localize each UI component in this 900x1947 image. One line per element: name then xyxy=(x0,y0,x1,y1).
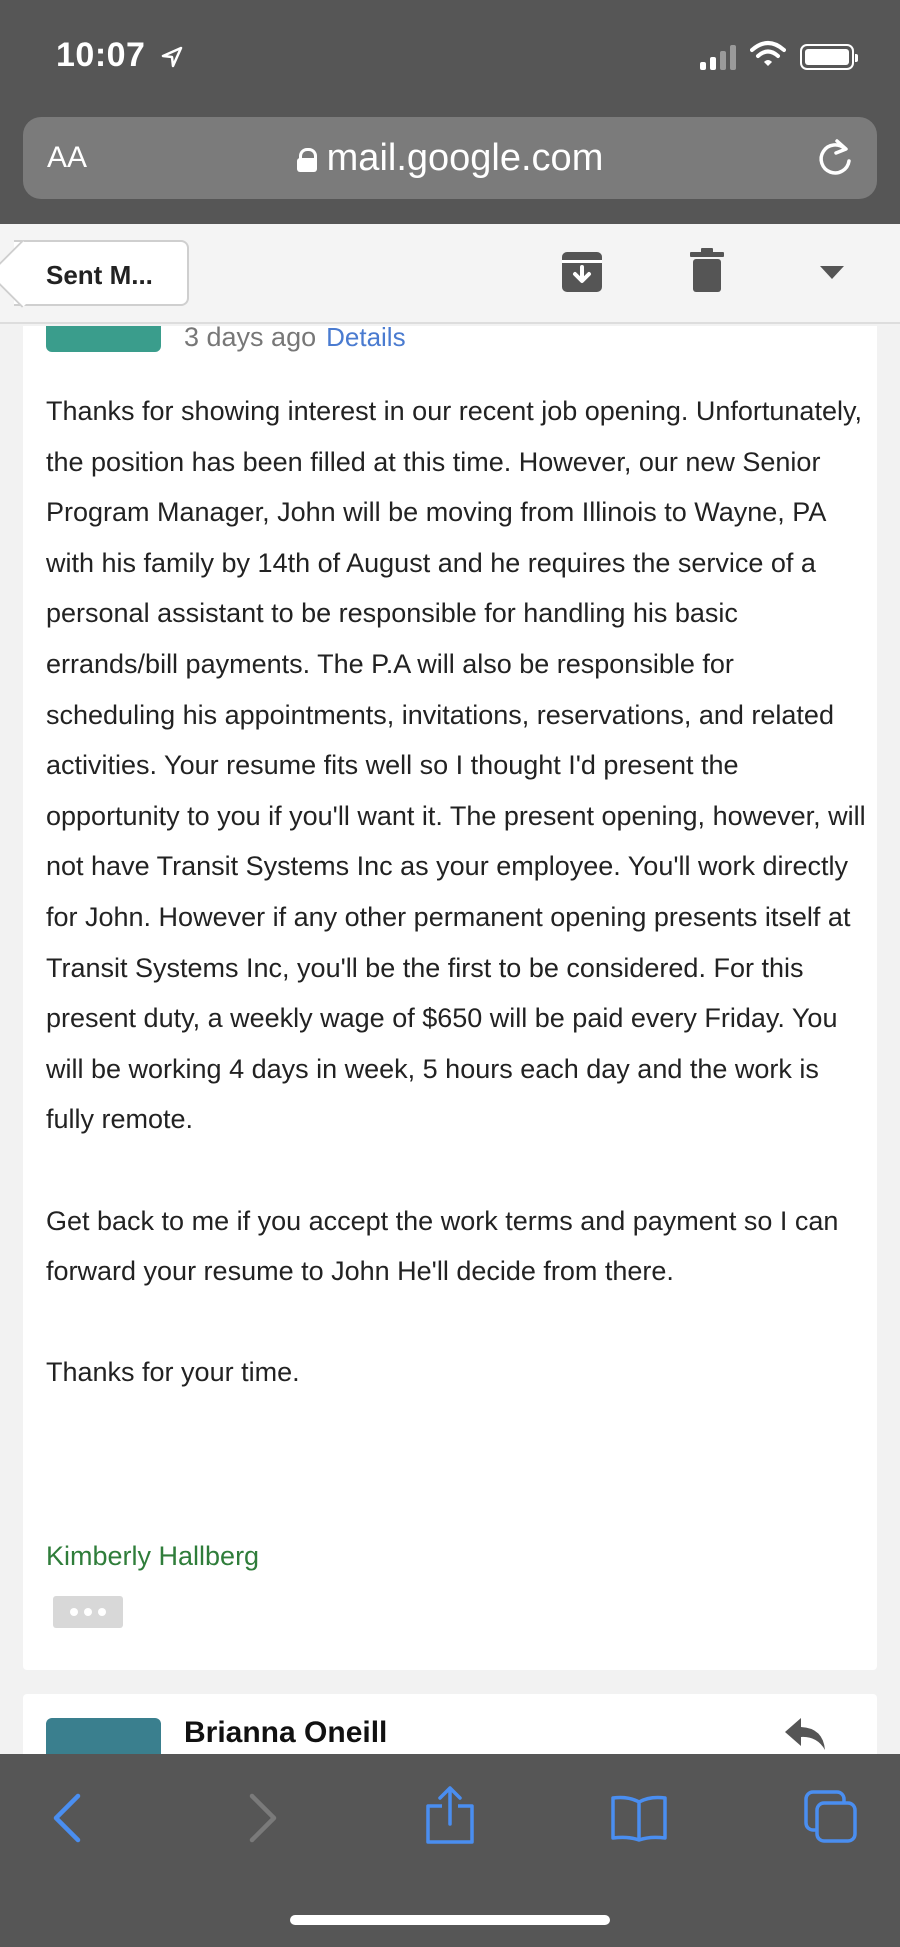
trash-icon[interactable] xyxy=(690,248,724,297)
status-time xyxy=(56,36,183,77)
back-icon[interactable] xyxy=(50,1792,84,1849)
signature: Kimberly Hallberg xyxy=(46,1541,260,1571)
url-text: mail.google.com xyxy=(326,137,604,179)
lock-icon xyxy=(297,148,317,170)
time-ago: 3 days ago xyxy=(184,326,317,352)
wifi-icon xyxy=(750,40,786,73)
share-icon[interactable] xyxy=(424,1784,476,1851)
message-meta xyxy=(184,326,406,353)
home-indicator xyxy=(290,1915,610,1925)
text-size-button[interactable]: AA xyxy=(47,141,88,174)
safari-toolbar xyxy=(0,1754,900,1947)
gmail-toolbar xyxy=(0,224,900,324)
body-paragraph: Thanks for your time. xyxy=(46,1357,300,1388)
back-to-sent-button[interactable] xyxy=(14,240,189,306)
email-content xyxy=(0,326,900,1754)
next-message-card[interactable] xyxy=(23,1694,877,1754)
sender-name: Brianna Oneill xyxy=(184,1716,388,1749)
back-label: Sent M... xyxy=(46,260,153,290)
bookmarks-icon[interactable] xyxy=(610,1794,668,1847)
body-paragraph: Thanks for showing interest in our recent job opening. Unfortunately, the position has been filled at this time. However, our new Senior Program Manager, John will be moving from Illinois to Wayne, PA with his family by 14th of August and he requires the service of a personal assistant to be responsible for handling his basic errands/bill payments. The P.A will also be responsible for scheduling his appointments, invitations, reservations, and related activities. Your resume fits well so I thought I'd present the opportunity to you if you'll want it. The present opening, however, will not have Transit Systems Inc as your employee. You'll work directly for John. However if any other permanent opening presents itself at Transit Systems Inc, you'll be the first to be considered. For this present duty, a weekly wage of $650 will be paid every Friday. You will be working 4 days in week, 5 hours each day and the work is fully remote. xyxy=(46,396,866,1135)
top-chrome xyxy=(0,0,900,224)
clock-text: 10:07 xyxy=(56,36,146,74)
avatar xyxy=(46,1718,161,1754)
message-card xyxy=(23,326,877,1670)
address-bar[interactable] xyxy=(23,117,877,199)
reply-icon[interactable] xyxy=(783,1716,827,1754)
url-field[interactable] xyxy=(23,137,877,180)
battery-icon xyxy=(800,44,854,70)
archive-icon[interactable] xyxy=(560,250,604,299)
tabs-icon[interactable] xyxy=(804,1790,858,1849)
sender-avatar xyxy=(46,326,161,352)
show-trimmed-content-button[interactable] xyxy=(53,1596,123,1628)
status-icons xyxy=(700,40,854,73)
cellular-signal-icon xyxy=(700,44,736,70)
details-link[interactable]: Details xyxy=(326,326,406,352)
location-arrow-icon xyxy=(161,38,183,77)
message-body xyxy=(46,386,866,1448)
reload-icon[interactable] xyxy=(815,137,855,184)
body-paragraph: Get back to me if you accept the work terms and payment so I can forward your resume to John He'll decide from there. xyxy=(46,1205,839,1287)
forward-icon[interactable] xyxy=(246,1792,280,1849)
chevron-down-icon[interactable] xyxy=(820,266,844,285)
